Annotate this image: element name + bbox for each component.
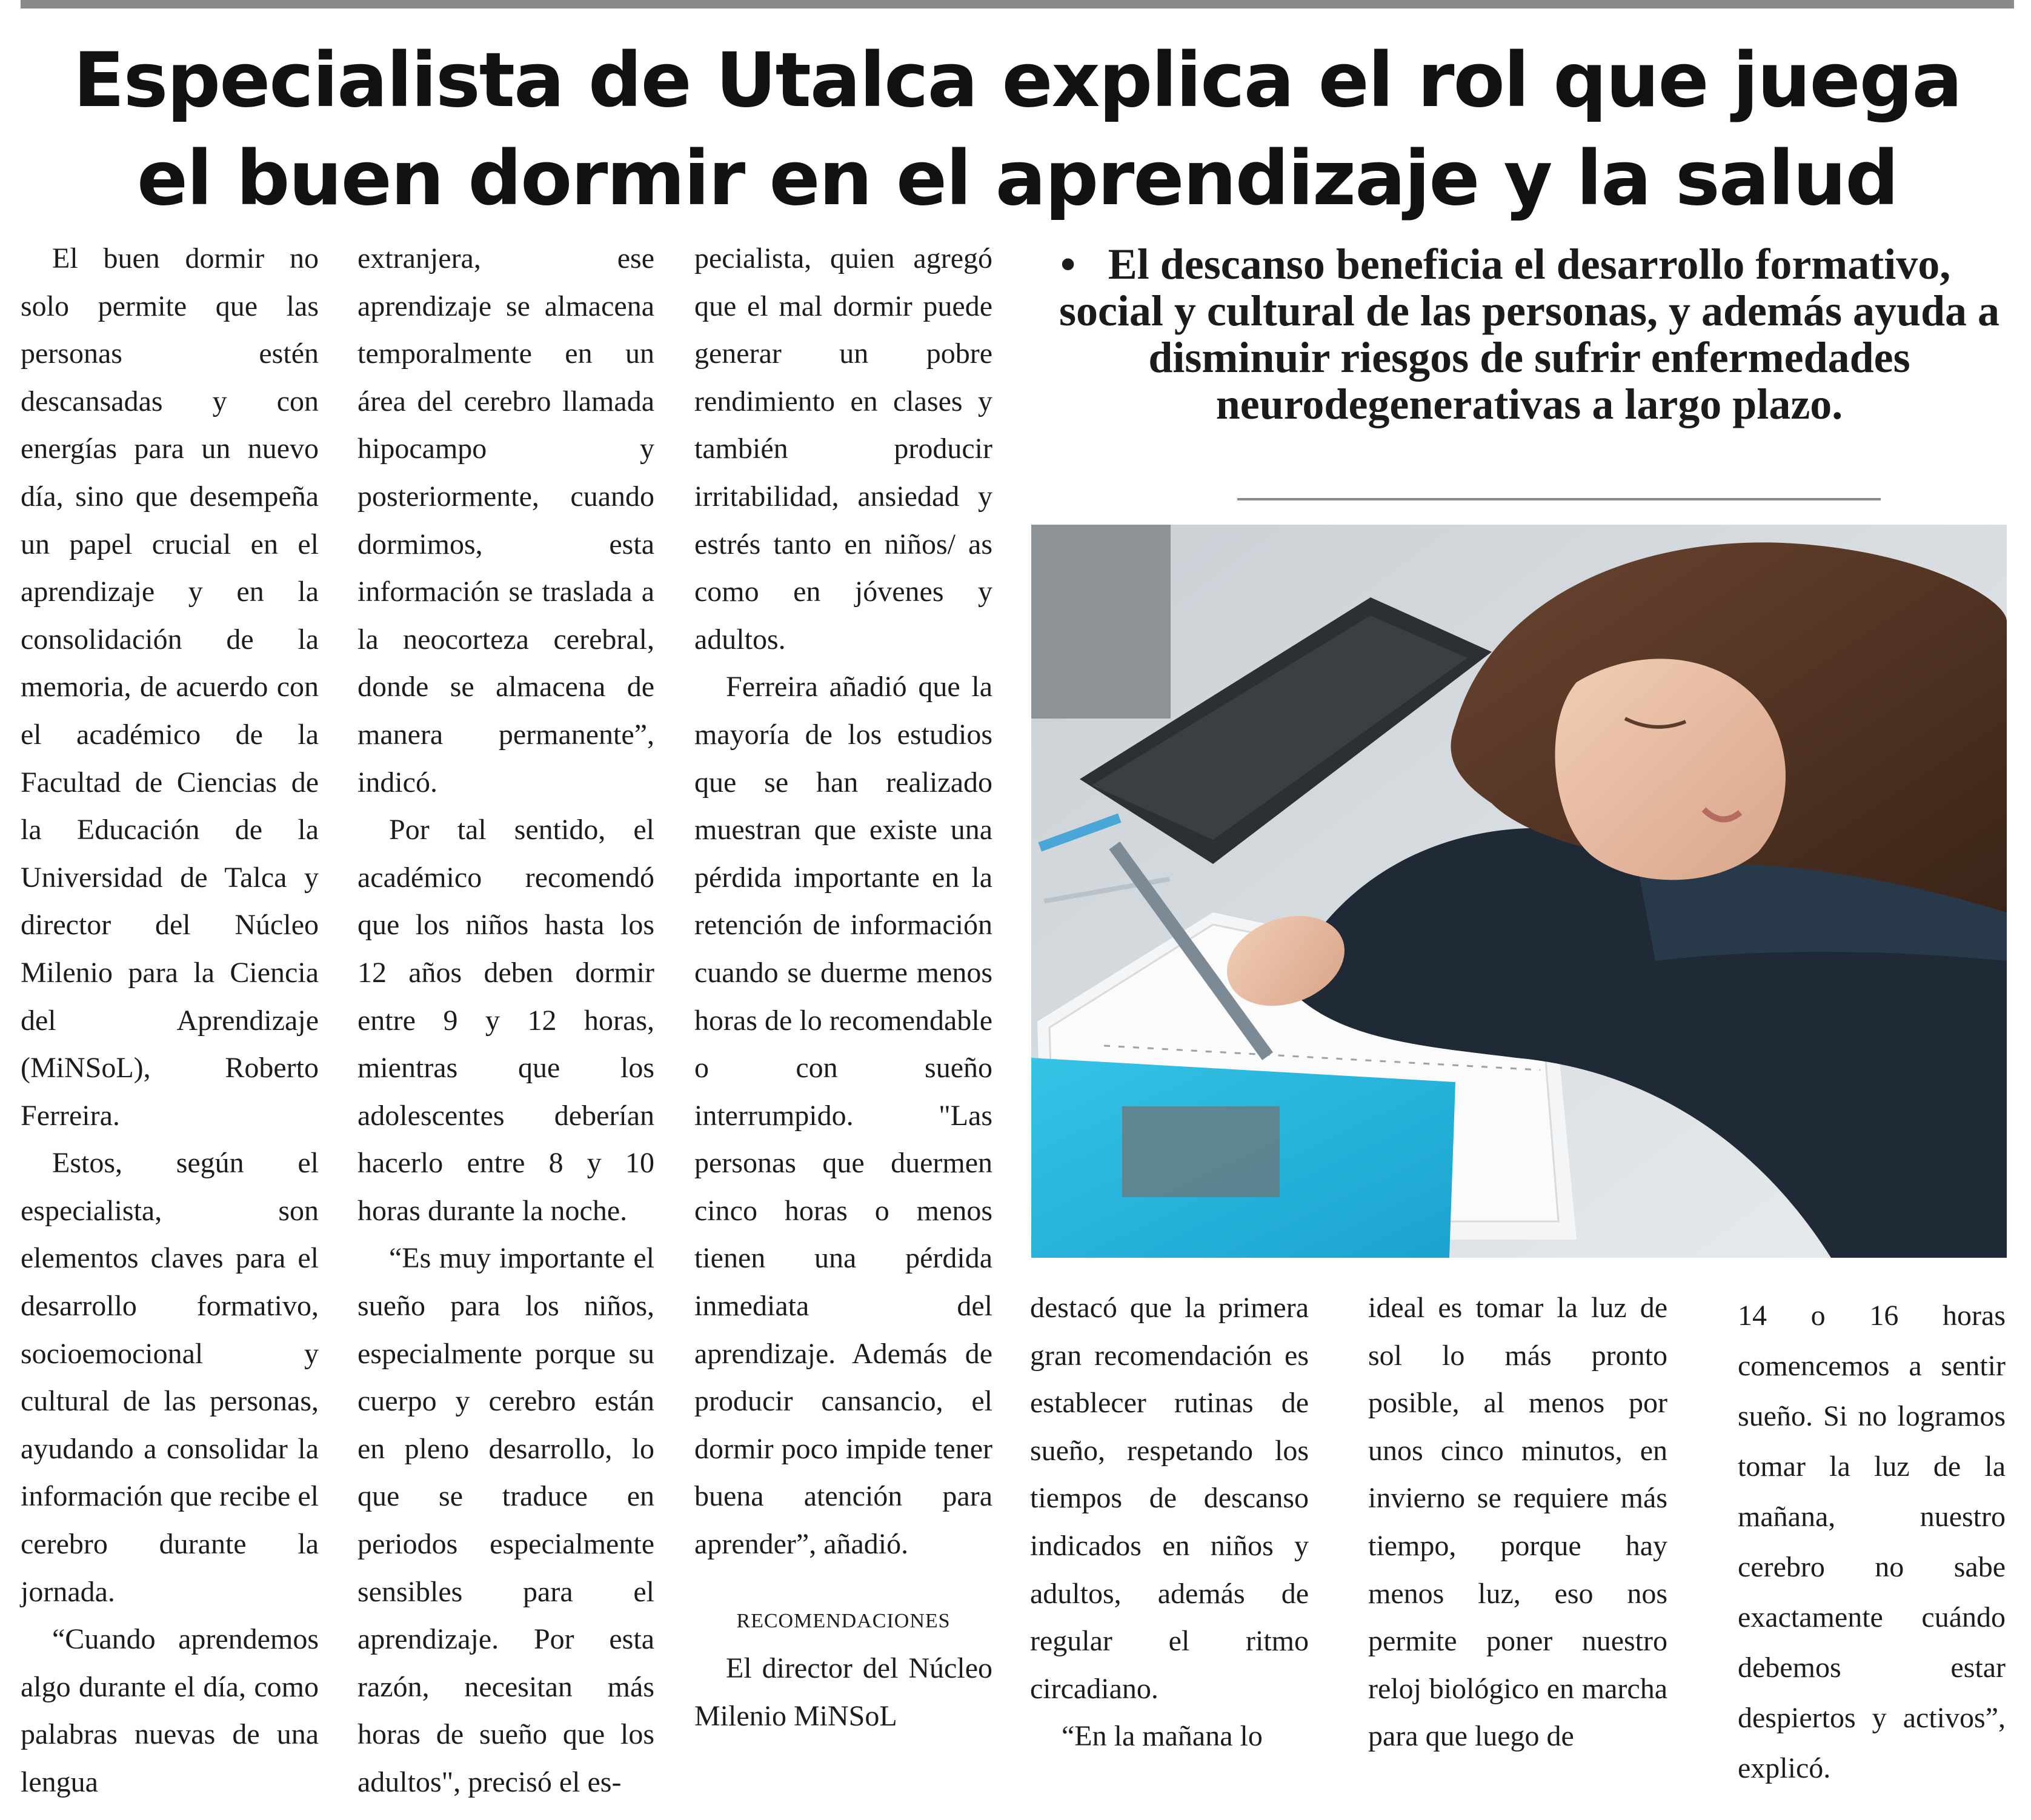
article-column-6 <box>1738 1290 2006 1793</box>
paragraph: Por tal sentido, el académico recomendó que los niños hasta los 12 años deben dormir entre 9 y 12 horas, mientras que los adolescentes deberían hacerlo entre 8 y 10 horas durante la noche. <box>357 814 654 1227</box>
paragraph: El buen dormir no solo permite que las personas estén descansadas y con energías para un nuevo día, sino que desempeña un papel crucial en el aprendizaje y en la consolidación de la memoria, de acuerdo con el académico de la Facultad de Ciencias de la Educación de la Universidad de Talca y director del Núcleo Milenio para la Ciencia del Aprendizaje (MiNSoL), Roberto Ferreira. <box>21 242 319 1132</box>
paragraph: “Es muy importante el sueño para los niños, especialmente porque su cuerpo y cerebro están en pleno desarrollo, lo que se traduce en periodos especialmente sensibles para el aprendizaje. Por esta razón, necesitan más horas de sueño que los adultos", precisó el es- <box>357 1242 654 1798</box>
paragraph: El director del Núcleo Milenio MiNSoL <box>694 1652 992 1732</box>
paragraph: extranjera, ese aprendizaje se almacena temporalmente en un área del cerebro llamada hipocampo y posteriormente, cuando dormimos, esta información se traslada a la neocorteza cerebral, donde se almacena de manera permanente”, indicó. <box>357 242 654 799</box>
paragraph: 14 o 16 horas comencemos a sentir sueño. Si no logramos tomar la luz de la mañana, nuestro cerebro no sabe exactamente cuándo debemos estar despiertos y activos”, explicó. <box>1738 1300 2006 1784</box>
pull-quote-divider <box>1237 498 1881 500</box>
paragraph: Ferreira añadió que la mayoría de los estudios que se han realizado muestran que existe una pérdida importante en la retención de información cuando se duerme menos horas de lo recomendable o con sueño interrumpido. "Las personas que duermen cinco horas o menos tienen una pérdida inmediata del aprendizaje. Además de producir cansancio, el dormir poco impide tener buena atención para aprender”, añadió. <box>694 671 992 1561</box>
article-column-3 <box>694 235 992 1740</box>
pull-quote <box>1054 241 2004 428</box>
pull-quote-text: El descanso beneficia el desarrollo formativo, social y cultural de las personas, y además ayuda a disminuir riesgos de sufrir enfermedades neurodegenerativas a largo plazo. <box>1059 240 2000 428</box>
paragraph: destacó que la primera gran recomendación es establecer rutinas de sueño, respetando los tiempos de descanso indicados en niños y adultos, además de regular el ritmo circadiano. <box>1030 1292 1309 1705</box>
headline-line-1: Especialista de Utalca explica el rol que juega <box>73 37 1962 124</box>
article-column-2 <box>357 235 654 1807</box>
sleeping-student-photo <box>1031 525 2007 1258</box>
article-photo <box>1031 525 2007 1258</box>
headline-line-2: el buen dormir en el aprendizaje y la salud <box>136 135 1898 222</box>
article-column-1 <box>21 235 319 1807</box>
paragraph: “En la mañana lo <box>1062 1720 1263 1753</box>
paragraph: “Cuando aprendemos algo durante el día, como palabras nuevas de una lengua <box>21 1623 319 1798</box>
paragraph: ideal es tomar la luz de sol lo más pronto posible, al menos por unos cinco minutos, en invierno se requiere más tiempo, porque hay menos luz, eso nos permite poner nuestro reloj biológico en marcha para que luego de <box>1368 1292 1667 1753</box>
bullet-icon: • <box>1060 240 1076 288</box>
headline <box>21 32 2014 228</box>
article-column-5 <box>1368 1284 1667 1761</box>
article-column-4 <box>1030 1284 1309 1761</box>
section-subhead: RECOMENDACIONES <box>736 1609 951 1632</box>
paragraph: Estos, según el especialista, son elementos claves para el desarrollo formativo, socioemocional y cultural de las personas, ayudando a consolidar la información que recibe el cerebro durante la jornada. <box>21 1147 319 1608</box>
top-rule <box>21 0 2014 8</box>
paragraph: pecialista, quien agregó que el mal dormir puede generar un pobre rendimiento en clases y también producir irritabilidad, ansiedad y estrés tanto en niños/ as como en jóvenes y adultos. <box>694 242 992 656</box>
